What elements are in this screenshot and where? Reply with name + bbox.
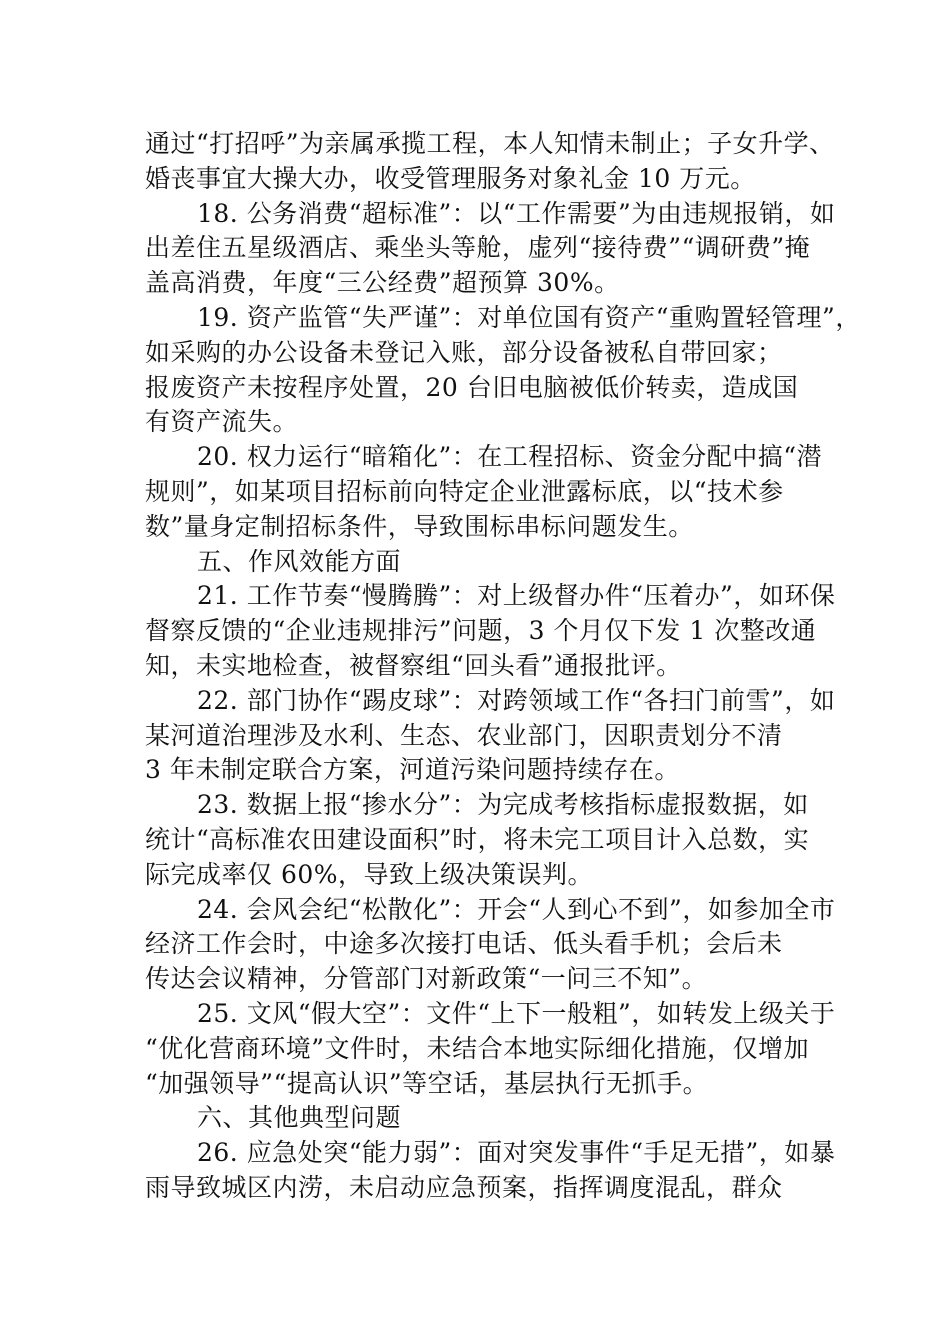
text-line: 出差住五星级酒店、乘坐头等舱，虚列“接待费”“调研费”掩 [145, 233, 811, 263]
item-19-line: 19. 资产监管“失严谨”：对单位国有资产“重购置轻管理”， [197, 302, 861, 332]
text-line: 经济工作会时，中途多次接打电话、低头看手机；会后未 [145, 929, 783, 959]
text-line: “优化营商环境”文件时，未结合本地实际细化措施，仅增加 [145, 1033, 810, 1063]
text-line: 际完成率仅 60%，导致上级决策误判。 [145, 859, 594, 889]
item-24-line: 24. 会风会纪“松散化”：开会“人到心不到”，如参加全市 [197, 894, 836, 924]
text-line: “加强领导”“提高认识”等空话，基层执行无抓手。 [145, 1068, 709, 1098]
text-line: 有资产流失。 [145, 407, 299, 437]
text-line: 如采购的办公设备未登记入账，部分设备被私自带回家； [145, 337, 783, 367]
text-line: 某河道治理涉及水利、生态、农业部门，因职责划分不清 [145, 720, 783, 750]
item-26-line: 26. 应急处突“能力弱”：面对突发事件“手足无措”，如暴 [197, 1138, 836, 1168]
text-line: 盖高消费，年度“三公经费”超预算 30%。 [145, 268, 620, 298]
section-heading-5: 五、作风效能方面 [197, 546, 402, 576]
text-line: 传达会议精神，分管部门对新政策“一问三不知”。 [145, 964, 708, 994]
text-line: 报废资产未按程序处置，20 台旧电脑被低价转卖，造成国 [145, 372, 799, 402]
text-line: 规则”，如某项目招标前向特定企业泄露标底，以“技术参 [145, 476, 784, 506]
text-line: 统计“高标准农田建设面积”时，将未完工项目计入总数，实 [145, 824, 810, 854]
item-18-line: 18. 公务消费“超标准”：以“工作需要”为由违规报销，如 [197, 198, 836, 228]
item-21-line: 21. 工作节奏“慢腾腾”：对上级督办件“压着办”，如环保 [197, 581, 836, 611]
text-line: 数”量身定制招标条件，导致围标串标问题发生。 [145, 511, 694, 541]
document-body [145, 127, 861, 1206]
item-22-line: 22. 部门协作“踢皮球”：对跨领域工作“各扫门前雪”，如 [197, 685, 836, 715]
section-heading-6: 六、其他典型问题 [197, 1103, 402, 1133]
text-line: 督察反馈的“企业违规排污”问题，3 个月仅下发 1 次整改通 [145, 616, 817, 646]
item-20-line: 20. 权力运行“暗箱化”：在工程招标、资金分配中搞“潜 [197, 442, 823, 472]
text-line: 雨导致城区内涝，未启动应急预案，指挥调度混乱，群众 [145, 1172, 783, 1202]
text-line: 知，未实地检查，被督察组“回头看”通报批评。 [145, 650, 682, 680]
text-line: 3 年未制定联合方案，河道污染问题持续存在。 [145, 755, 680, 785]
text-line: 婚丧事宜大操大办，收受管理服务对象礼金 10 万元。 [145, 163, 756, 193]
text-line: 通过“打招呼”为亲属承揽工程，本人知情未制止；子女升学、 [145, 129, 835, 158]
item-25-line: 25. 文风“假大空”：文件“上下一般粗”，如转发上级关于 [197, 998, 836, 1028]
item-23-line: 23. 数据上报“掺水分”：为完成考核指标虚报数据，如 [197, 790, 809, 820]
